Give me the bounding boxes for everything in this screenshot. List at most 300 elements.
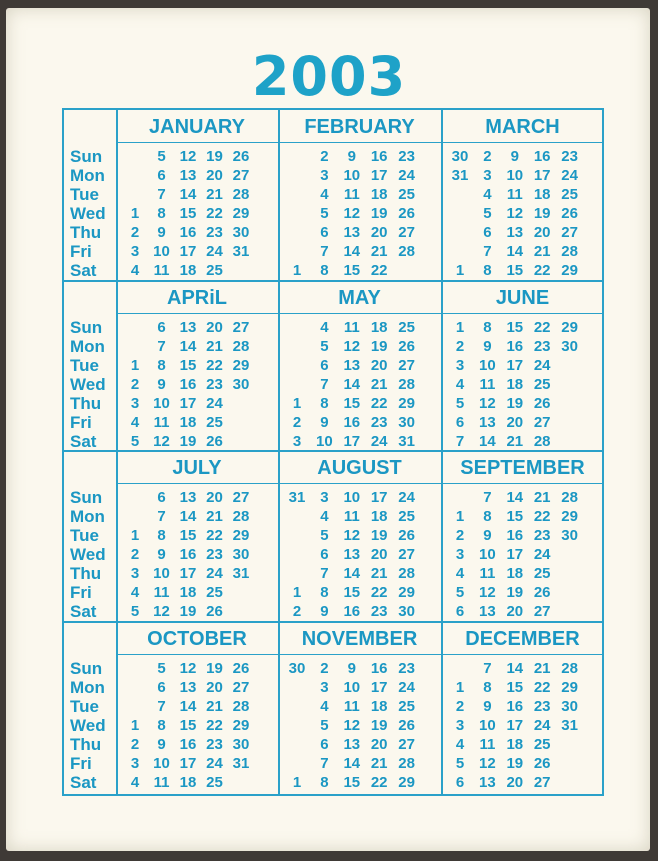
day-cell: 9 [483,698,492,715]
day-cell: 18 [533,186,551,203]
day-cell: 1 [455,679,465,696]
day-cell: 6 [320,224,329,241]
day-cell: 3 [320,167,329,184]
day-cell: 2 [483,148,492,165]
weekday-label: Sat [70,261,97,280]
day-cell: 28 [561,489,578,506]
day-cell: 10 [316,433,333,450]
day-cell: 16 [506,698,524,715]
day-cell: 22 [533,508,551,525]
day-cell: 31 [232,243,250,260]
day-cell: 27 [561,224,578,241]
day-cell: 17 [506,717,524,734]
day-cell: 14 [343,243,361,260]
day-cell: 24 [206,395,223,412]
month-block [441,622,604,793]
day-cell: 15 [343,774,361,791]
day-cell: 5 [130,603,140,620]
day-cell: 16 [506,338,524,355]
day-cell: 16 [179,546,197,563]
day-cell: 1 [130,717,140,734]
day-cell: 19 [370,205,388,222]
day-cell: 29 [232,527,250,544]
day-cell: 3 [455,717,465,734]
day-cell: 27 [533,414,551,431]
weekday-label: Fri [70,413,92,432]
day-cell: 12 [179,660,197,677]
day-cell: 13 [479,774,496,791]
day-cell: 12 [343,205,361,222]
day-cell: 19 [370,717,388,734]
month-name: JULY [116,451,278,484]
day-cell: 21 [206,698,223,715]
day-cell: 31 [232,755,250,772]
month-name: APRiL [116,281,278,314]
day-cell: 2 [292,414,302,431]
day-cell: 16 [179,224,197,241]
day-cell: 9 [483,527,492,544]
day-cell: 23 [206,376,223,393]
day-cell: 12 [179,148,197,165]
day-cell: 2 [130,376,140,393]
day-cell: 20 [206,319,223,336]
day-cell: 19 [506,755,524,772]
day-cell: 2 [455,698,465,715]
weekday-label: Mon [70,507,105,526]
day-cell: 14 [343,376,361,393]
day-cell: 11 [153,774,170,791]
day-cell: 26 [533,584,551,601]
day-cell: 20 [370,736,388,753]
day-cell: 26 [232,660,250,677]
day-cell: 12 [479,755,496,772]
day-cell: 18 [370,698,388,715]
day-cell: 7 [320,755,329,772]
day-cell: 3 [455,546,465,563]
day-cell: 13 [343,736,361,753]
day-cell: 1 [455,508,465,525]
day-cell: 13 [343,357,361,374]
day-cell: 8 [483,319,492,336]
day-cell: 24 [398,679,415,696]
day-cell: 14 [506,489,524,506]
day-cell: 23 [533,338,551,355]
day-cell: 23 [206,224,223,241]
day-cell: 9 [157,224,166,241]
day-cell: 26 [232,148,250,165]
day-cell: 18 [370,319,388,336]
day-cell: 7 [483,243,492,260]
weekday-label: Thu [70,735,102,754]
day-cell: 20 [206,679,223,696]
day-cell: 24 [398,489,415,506]
day-cell: 21 [206,186,223,203]
day-cell: 25 [206,262,223,279]
day-cell: 31 [398,433,415,450]
month-name: MARCH [441,110,604,143]
day-cell: 20 [370,357,388,374]
month-name: DECEMBER [441,622,604,655]
day-cell: 25 [398,698,415,715]
day-cell: 6 [157,167,166,184]
day-cell: 30 [451,148,469,165]
day-cell: 29 [232,717,250,734]
day-cell: 4 [320,319,329,336]
day-cell: 2 [130,546,140,563]
day-cell: 7 [320,376,329,393]
day-cell: 12 [343,717,361,734]
day-cell: 27 [232,489,250,506]
day-cell: 23 [398,660,415,677]
day-cell: 24 [533,546,551,563]
weekday-label: Wed [70,716,106,735]
day-cell: 22 [206,205,223,222]
day-cell: 30 [561,338,578,355]
month-name: FEBRUARY [278,110,441,143]
day-cell: 4 [130,414,140,431]
day-cell: 3 [130,565,140,582]
day-cell: 30 [288,660,306,677]
day-cell: 22 [533,679,551,696]
day-cell: 31 [288,489,306,506]
day-cell: 14 [506,243,524,260]
weekday-label: Thu [70,223,102,242]
day-cell: 22 [370,395,388,412]
day-cell: 25 [398,186,415,203]
day-cell: 18 [179,774,197,791]
day-cell: 22 [533,262,551,279]
day-cell: 4 [320,186,329,203]
month-block [278,622,441,793]
month-block [116,451,278,622]
day-cell: 18 [179,262,197,279]
day-cell: 6 [483,224,492,241]
day-cell: 1 [130,205,140,222]
day-cell: 29 [398,584,415,601]
day-cell: 16 [179,736,197,753]
day-cell: 18 [506,565,524,582]
day-cell: 20 [506,414,524,431]
day-cell: 11 [343,698,360,715]
day-cell: 25 [206,774,223,791]
day-cell: 29 [561,319,578,336]
day-cell: 28 [561,243,578,260]
weekday-label: Tue [70,697,99,716]
day-cell: 25 [206,584,223,601]
day-cell: 25 [533,565,551,582]
day-cell: 26 [206,433,223,450]
year-title: 2003 [251,45,407,108]
day-cell: 1 [130,527,140,544]
day-cell: 6 [157,679,166,696]
day-cell: 3 [130,395,140,412]
day-cell: 13 [343,546,361,563]
day-cell: 7 [157,338,166,355]
day-cell: 18 [370,508,388,525]
day-cell: 6 [320,357,329,374]
month-block [116,281,278,452]
day-cell: 15 [506,679,524,696]
day-cell: 5 [455,584,465,601]
day-cell: 13 [479,603,496,620]
day-cell: 20 [370,224,388,241]
day-cell: 17 [506,357,524,374]
day-cell: 11 [343,186,360,203]
day-cell: 21 [370,243,388,260]
day-cell: 7 [320,243,329,260]
day-cell: 28 [398,376,415,393]
day-cell: 3 [130,755,140,772]
day-cell: 7 [455,433,465,450]
day-cell: 30 [561,698,578,715]
day-cell: 19 [179,603,197,620]
day-cell: 29 [561,679,578,696]
day-cell: 14 [479,433,496,450]
day-cell: 11 [153,414,170,431]
day-cell: 19 [370,527,388,544]
day-cell: 26 [398,527,415,544]
day-cell: 26 [206,603,223,620]
day-cell: 20 [506,603,524,620]
day-cell: 8 [157,717,166,734]
day-cell: 27 [232,319,250,336]
day-cell: 28 [561,660,578,677]
month-block [278,281,441,452]
day-cell: 2 [455,527,465,544]
day-cell: 1 [292,774,302,791]
day-cell: 30 [232,376,250,393]
day-cell: 23 [533,527,551,544]
day-cell: 10 [479,357,496,374]
day-cell: 13 [343,224,361,241]
month-block [116,110,278,281]
day-cell: 28 [232,338,250,355]
day-cell: 31 [232,565,250,582]
day-cell: 24 [206,755,223,772]
day-cell: 2 [130,736,140,753]
day-cell: 8 [483,679,492,696]
day-cell: 24 [206,565,223,582]
day-cell: 8 [483,262,492,279]
weekday-label: Fri [70,242,92,261]
day-cell: 19 [370,338,388,355]
day-cell: 10 [343,167,361,184]
day-cell: 10 [153,755,170,772]
day-cell: 6 [157,489,166,506]
weekday-label: Wed [70,204,106,223]
weekday-label: Tue [70,356,99,375]
day-cell: 15 [179,205,197,222]
month-name: AUGUST [278,451,441,484]
day-cell: 24 [533,717,551,734]
day-cell: 1 [455,319,465,336]
day-cell: 13 [506,224,524,241]
day-cell: 19 [179,433,197,450]
day-cell: 14 [343,565,361,582]
day-cell: 23 [206,546,223,563]
day-cell: 12 [153,433,170,450]
weekday-label: Fri [70,583,92,602]
day-cell: 1 [292,262,302,279]
day-cell: 4 [130,584,140,601]
day-cell: 12 [343,338,361,355]
day-cell: 13 [479,414,496,431]
day-cell: 13 [179,679,197,696]
day-cell: 2 [130,224,140,241]
day-cell: 13 [179,489,197,506]
day-cell: 26 [398,338,415,355]
day-cell: 16 [370,660,388,677]
day-cell: 1 [130,357,140,374]
day-cell: 4 [130,262,140,279]
day-cell: 20 [533,224,551,241]
day-cell: 6 [320,546,329,563]
day-cell: 15 [343,262,361,279]
day-cell: 17 [370,489,388,506]
day-cell: 25 [561,186,578,203]
month-block [441,451,604,622]
day-cell: 14 [179,338,197,355]
day-cell: 27 [398,224,415,241]
day-cell: 25 [206,414,223,431]
day-cell: 25 [533,376,551,393]
day-cell: 22 [370,262,388,279]
day-cell: 19 [506,584,524,601]
day-cell: 29 [398,395,415,412]
day-cell: 30 [232,546,250,563]
day-cell: 21 [533,660,551,677]
day-cell: 22 [206,527,223,544]
day-cell: 6 [455,603,465,620]
day-cell: 30 [398,414,415,431]
weekday-label: Mon [70,337,105,356]
day-cell: 15 [506,319,524,336]
day-cell: 11 [479,736,496,753]
day-cell: 23 [533,698,551,715]
day-cell: 25 [398,319,415,336]
day-cell: 28 [398,243,415,260]
day-cell: 12 [479,584,496,601]
day-cell: 28 [232,186,250,203]
day-cell: 4 [130,774,140,791]
day-cell: 10 [153,243,170,260]
day-cell: 1 [292,395,302,412]
day-cell: 8 [320,262,329,279]
day-cell: 14 [179,508,197,525]
day-cell: 24 [561,167,578,184]
day-cell: 5 [455,395,465,412]
day-cell: 29 [561,262,578,279]
day-cell: 23 [561,148,578,165]
day-cell: 15 [179,527,197,544]
day-cell: 4 [483,186,492,203]
month-block [278,110,441,281]
month-block [441,110,604,281]
day-cell: 12 [153,603,170,620]
weekday-label: Tue [70,185,99,204]
calendar-grid [62,108,604,796]
month-block [441,281,604,452]
day-cell: 21 [206,508,223,525]
day-cell: 7 [483,660,492,677]
day-cell: 22 [370,774,388,791]
day-cell: 9 [157,736,166,753]
day-cell: 28 [398,755,415,772]
day-cell: 3 [320,489,329,506]
day-cell: 11 [479,565,496,582]
day-cell: 8 [157,205,166,222]
weekday-label: Mon [70,166,105,185]
day-cell: 10 [343,489,361,506]
day-cell: 25 [533,736,551,753]
weekday-label: Thu [70,394,102,413]
day-cell: 4 [455,736,465,753]
day-cell: 27 [533,603,551,620]
day-cell: 11 [479,376,496,393]
day-cell: 17 [533,167,551,184]
day-cell: 11 [506,186,523,203]
day-cell: 10 [153,565,170,582]
day-cell: 20 [506,774,524,791]
weekday-label: Sun [70,659,103,678]
month-block [278,451,441,622]
day-cell: 29 [398,774,415,791]
weekday-label: Tue [70,526,99,545]
month-block [116,622,278,793]
day-cell: 16 [370,148,388,165]
day-cell: 14 [506,660,524,677]
day-cell: 11 [343,508,360,525]
day-cell: 9 [347,148,356,165]
day-cell: 9 [320,603,329,620]
day-cell: 6 [320,736,329,753]
day-cell: 26 [398,717,415,734]
day-cell: 22 [206,357,223,374]
day-cell: 16 [343,414,361,431]
month-name: MAY [278,281,441,314]
day-cell: 5 [320,338,329,355]
day-cell: 8 [320,774,329,791]
day-cell: 16 [343,603,361,620]
month-name: SEPTEMBER [441,451,604,484]
day-cell: 15 [343,584,361,601]
day-cell: 18 [506,736,524,753]
month-name: NOVEMBER [278,622,441,655]
day-cell: 4 [320,698,329,715]
day-cell: 10 [479,546,496,563]
day-cell: 8 [320,584,329,601]
day-cell: 9 [510,148,519,165]
day-cell: 16 [533,148,551,165]
day-cell: 10 [479,717,496,734]
day-cell: 17 [370,679,388,696]
day-cell: 3 [130,243,140,260]
weekday-label: Mon [70,678,105,697]
day-cell: 28 [398,565,415,582]
day-cell: 23 [370,414,388,431]
day-cell: 18 [370,186,388,203]
day-cell: 15 [343,395,361,412]
day-cell: 3 [320,679,329,696]
day-cell: 19 [206,148,223,165]
day-cell: 20 [206,489,223,506]
day-cell: 27 [533,774,551,791]
day-cell: 17 [179,395,197,412]
day-cell: 12 [343,527,361,544]
day-cell: 22 [370,584,388,601]
day-cell: 2 [320,148,329,165]
day-cell: 26 [398,205,415,222]
